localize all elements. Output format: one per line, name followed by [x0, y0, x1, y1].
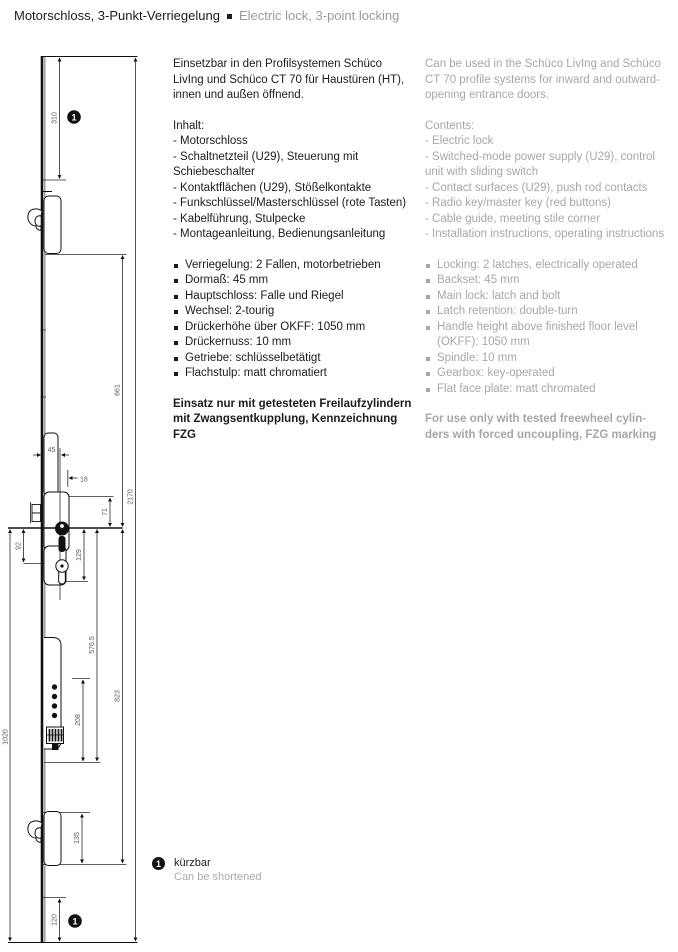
dimension-lines	[10, 58, 136, 941]
callout-1-badge-top	[67, 110, 81, 124]
extension-lines	[24, 180, 127, 898]
list-item: Locking: 2 latches, electrically operated	[425, 258, 665, 274]
list-item: Verriegelung: 2 Fallen, motorbetrieben	[173, 258, 413, 274]
english-intro: Can be used in the Schüco LivIng and Schüco CT 70 profile systems for inward and outward-opening entrance doors.	[425, 58, 661, 101]
upper-latch-keeper	[28, 192, 61, 254]
bullet-square-icon	[174, 372, 178, 376]
dim-label-129: 129	[76, 549, 83, 561]
upper-latch-hook	[28, 209, 42, 230]
list-item: - Funkschlüssel/Masterschlüssel (rote Tasten)	[173, 197, 407, 209]
german-contents-heading: Inhalt:	[173, 119, 205, 132]
dim-label-18: 18	[80, 476, 88, 484]
legend-label-english: Can be shortened	[174, 871, 262, 883]
list-item: Main lock: latch and bolt	[425, 289, 665, 305]
dim-label-1020: 1020	[2, 729, 10, 745]
dim-label-71: 71	[102, 508, 109, 516]
english-feature-list	[425, 258, 665, 398]
callout-1-badge-legend: 1	[152, 857, 165, 870]
list-item: Drückerhöhe über OKFF: 1050 mm	[173, 320, 413, 336]
dim-label-823: 823	[114, 690, 122, 702]
push-rod-contact	[32, 505, 41, 514]
english-contents-list	[425, 119, 665, 243]
dim-label-92: 92	[15, 542, 23, 550]
connector-unit	[44, 638, 64, 751]
english-column	[425, 57, 665, 458]
dim-label-135: 135	[74, 832, 81, 844]
legend-label-german: kürzbar	[174, 857, 211, 869]
list-item: - Contact surfaces (U29), push rod contacts	[425, 181, 648, 194]
bullet-square-icon	[426, 388, 430, 392]
list-item: Flachstulp: matt chromatiert	[173, 366, 413, 382]
list-item: - Kontaktflächen (U29), Stößelkontakte	[173, 181, 372, 194]
bullet-square-icon	[426, 295, 430, 299]
bullet-square-icon	[426, 279, 430, 283]
page-title-german: Motorschloss, 3-Punkt-Verriegelung	[14, 8, 220, 23]
callout-1-badge-bottom	[68, 914, 82, 928]
push-rod-contact	[32, 513, 41, 522]
dim-label-661: 661	[114, 384, 122, 396]
dim-label-576-5: 576.5	[89, 636, 96, 654]
english-warning: For use only with tested freewheel cylinders with forced uncoupling, FZG marking	[425, 413, 657, 441]
bullet-square-icon	[174, 295, 178, 299]
lower-latch-keeper	[28, 812, 61, 866]
bullet-square-icon	[426, 326, 430, 330]
list-item: Spindle: 10 mm	[425, 351, 665, 367]
list-item: Wechsel: 2-tourig	[173, 304, 413, 320]
list-item: - Radio key/master key (red buttons)	[425, 197, 611, 209]
list-item: Flat face plate: matt chromated	[425, 382, 665, 398]
dim-label-310: 310	[51, 112, 59, 124]
bullet-square-icon	[174, 264, 178, 268]
german-feature-list	[173, 258, 413, 382]
dim-label-120: 120	[51, 914, 59, 926]
german-intro: Einsetzbar in den Profilsystemen Schüco LivIng und Schüco CT 70 für Haustüren (HT), innen und außen öffnend.	[173, 58, 405, 101]
list-item: Backset: 45 mm	[425, 273, 665, 289]
bullet-square-icon	[174, 279, 178, 283]
bullet-square-icon	[174, 357, 178, 361]
german-contents-list	[173, 119, 413, 243]
list-item: Latch retention: double-turn	[425, 304, 665, 320]
dim-label-2170: 2170	[127, 489, 135, 505]
drawing-legend	[152, 856, 261, 884]
technical-drawing	[0, 0, 170, 952]
svg-text:1: 1	[71, 112, 77, 123]
list-item: - Installation instructions, operating instructions	[425, 228, 665, 240]
bullet-square-icon	[174, 326, 178, 330]
bullet-square-icon	[426, 264, 430, 268]
list-item: Dormaß: 45 mm	[173, 273, 413, 289]
list-item: - Schaltnetzteil (U29), Steuerung mit Schiebeschalter	[173, 150, 359, 178]
list-item: Hauptschloss: Falle und Riegel	[173, 289, 413, 305]
list-item: - Motorschloss	[173, 135, 248, 147]
list-item: - Electric lock	[425, 135, 494, 147]
bullet-square-icon	[426, 310, 430, 314]
german-warning: Einsatz nur mit getesteten Freilaufzylindern mit Zwangsentkupplung, Kennzeichnung FZG	[173, 397, 412, 441]
list-item: Gearbox: key-operated	[425, 366, 665, 382]
title-separator-icon	[227, 14, 232, 19]
page-title-english: Electric lock, 3-point locking	[238, 8, 400, 23]
svg-text:1: 1	[72, 916, 78, 927]
english-contents-heading: Contents:	[425, 119, 475, 132]
dim-label-45: 45	[47, 447, 56, 454]
list-item: Drückernuss: 10 mm	[173, 335, 413, 351]
german-column	[173, 57, 413, 458]
bullet-square-icon	[174, 341, 178, 345]
lower-latch-hook	[28, 821, 42, 842]
list-item: Getriebe: schlüsselbetätigt	[173, 351, 413, 367]
dim-label-208: 208	[75, 714, 82, 726]
list-item: - Kabelführung, Stulpecke	[173, 212, 306, 225]
list-item: - Montageanleitung, Bedienungsanleitung	[173, 228, 386, 240]
bullet-square-icon	[174, 310, 178, 314]
list-item: - Cable guide, meeting stile corner	[425, 212, 601, 225]
bullet-square-icon	[426, 357, 430, 361]
list-item: - Switched-mode power supply (U29), control unit with sliding switch	[425, 150, 656, 178]
bullet-square-icon	[426, 372, 430, 376]
list-item: Handle height above finished floor level (OKFF): 1050 mm	[425, 320, 665, 351]
